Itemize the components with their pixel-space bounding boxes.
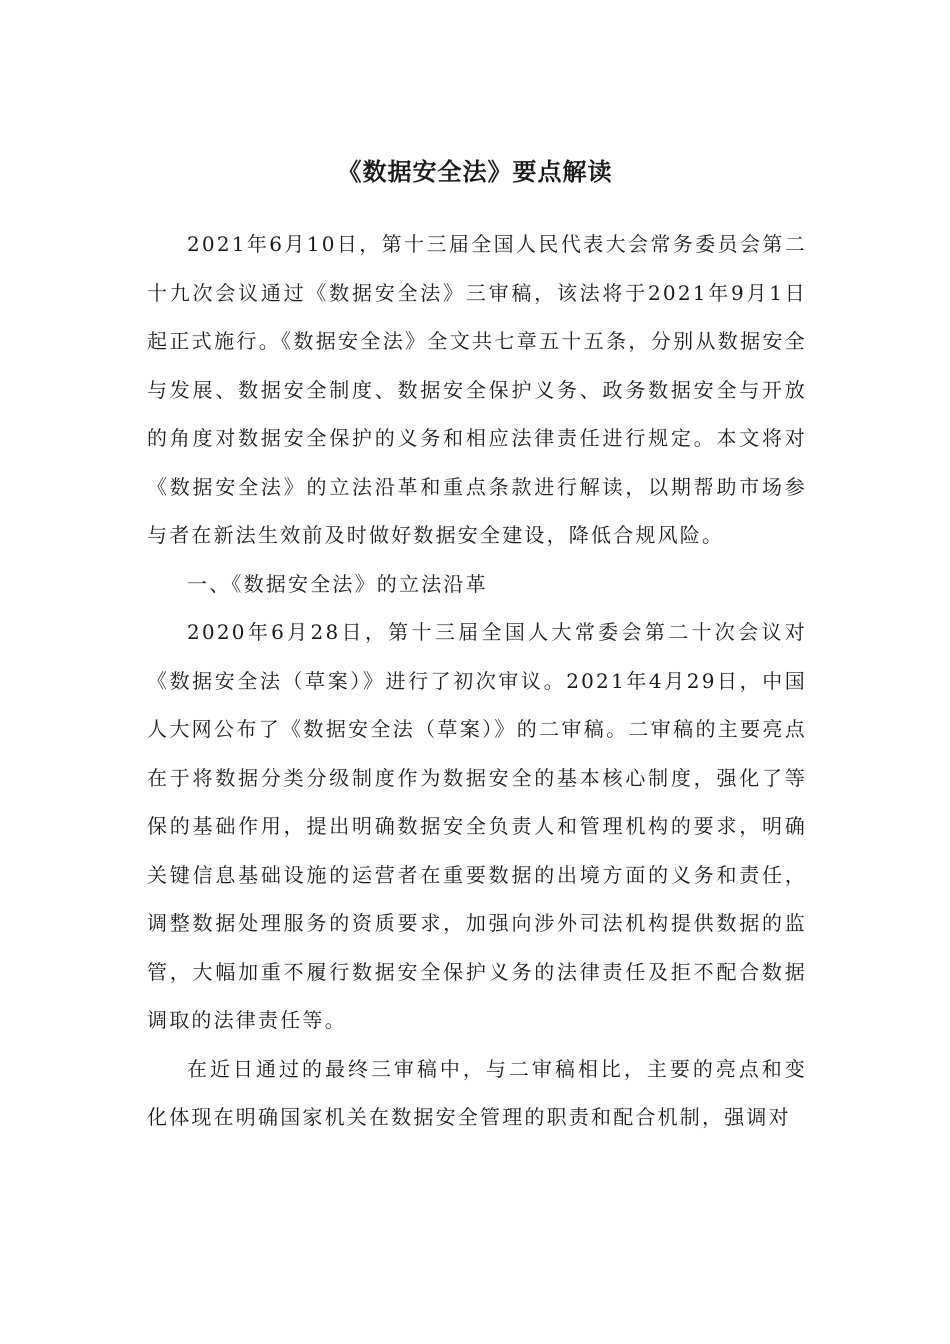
document-body <box>147 220 807 1142</box>
paragraph-legislative-history: 2020年6月28日，第十三届全国人大常委会第二十次会议对《数据安全法（草案）》进行了初次审议。2021年4月29日，中国人大网公布了《数据安全法（草案）》的二审稿。二审稿的主要亮点在于将数据分类分级制度作为数据安全的基本核心制度，强化了等保的基础作用，提出明确数据安全负责人和管理机构的要求，明确关键信息基础设施的运营者在重要数据的出境方面的义务和责任，调整数据处理服务的资质要求，加强向涉外司法机构提供数据的监管，大幅加重不履行数据安全保护义务的法律责任及拒不配合数据调取的法律责任等。 <box>147 620 807 1032</box>
paragraph-third-draft: 在近日通过的最终三审稿中，与二审稿相比，主要的亮点和变化体现在明确国家机关在数据安全管理的职责和配合机制，强调对 <box>147 1056 807 1129</box>
section-heading-legislative-history: 一、《数据安全法》的立法沿革 <box>187 571 488 596</box>
paragraph-intro: 2021年6月10日，第十三届全国人民代表大会常务委员会第二十九次会议通过《数据安全法》三审稿，该法将于2021年9月1日起正式施行。《数据安全法》全文共七章五十五条，分别从数据安全与发展、数据安全制度、数据安全保护义务、政务数据安全与开放的角度对数据安全保护的义务和相应法律责任进行规定。本文将对《数据安全法》的立法沿革和重点条款进行解读，以期帮助市场参与者在新法生效前及时做好数据安全建设，降低合规风险。 <box>147 232 807 547</box>
document-title: 《数据安全法》要点解读 <box>337 157 613 186</box>
